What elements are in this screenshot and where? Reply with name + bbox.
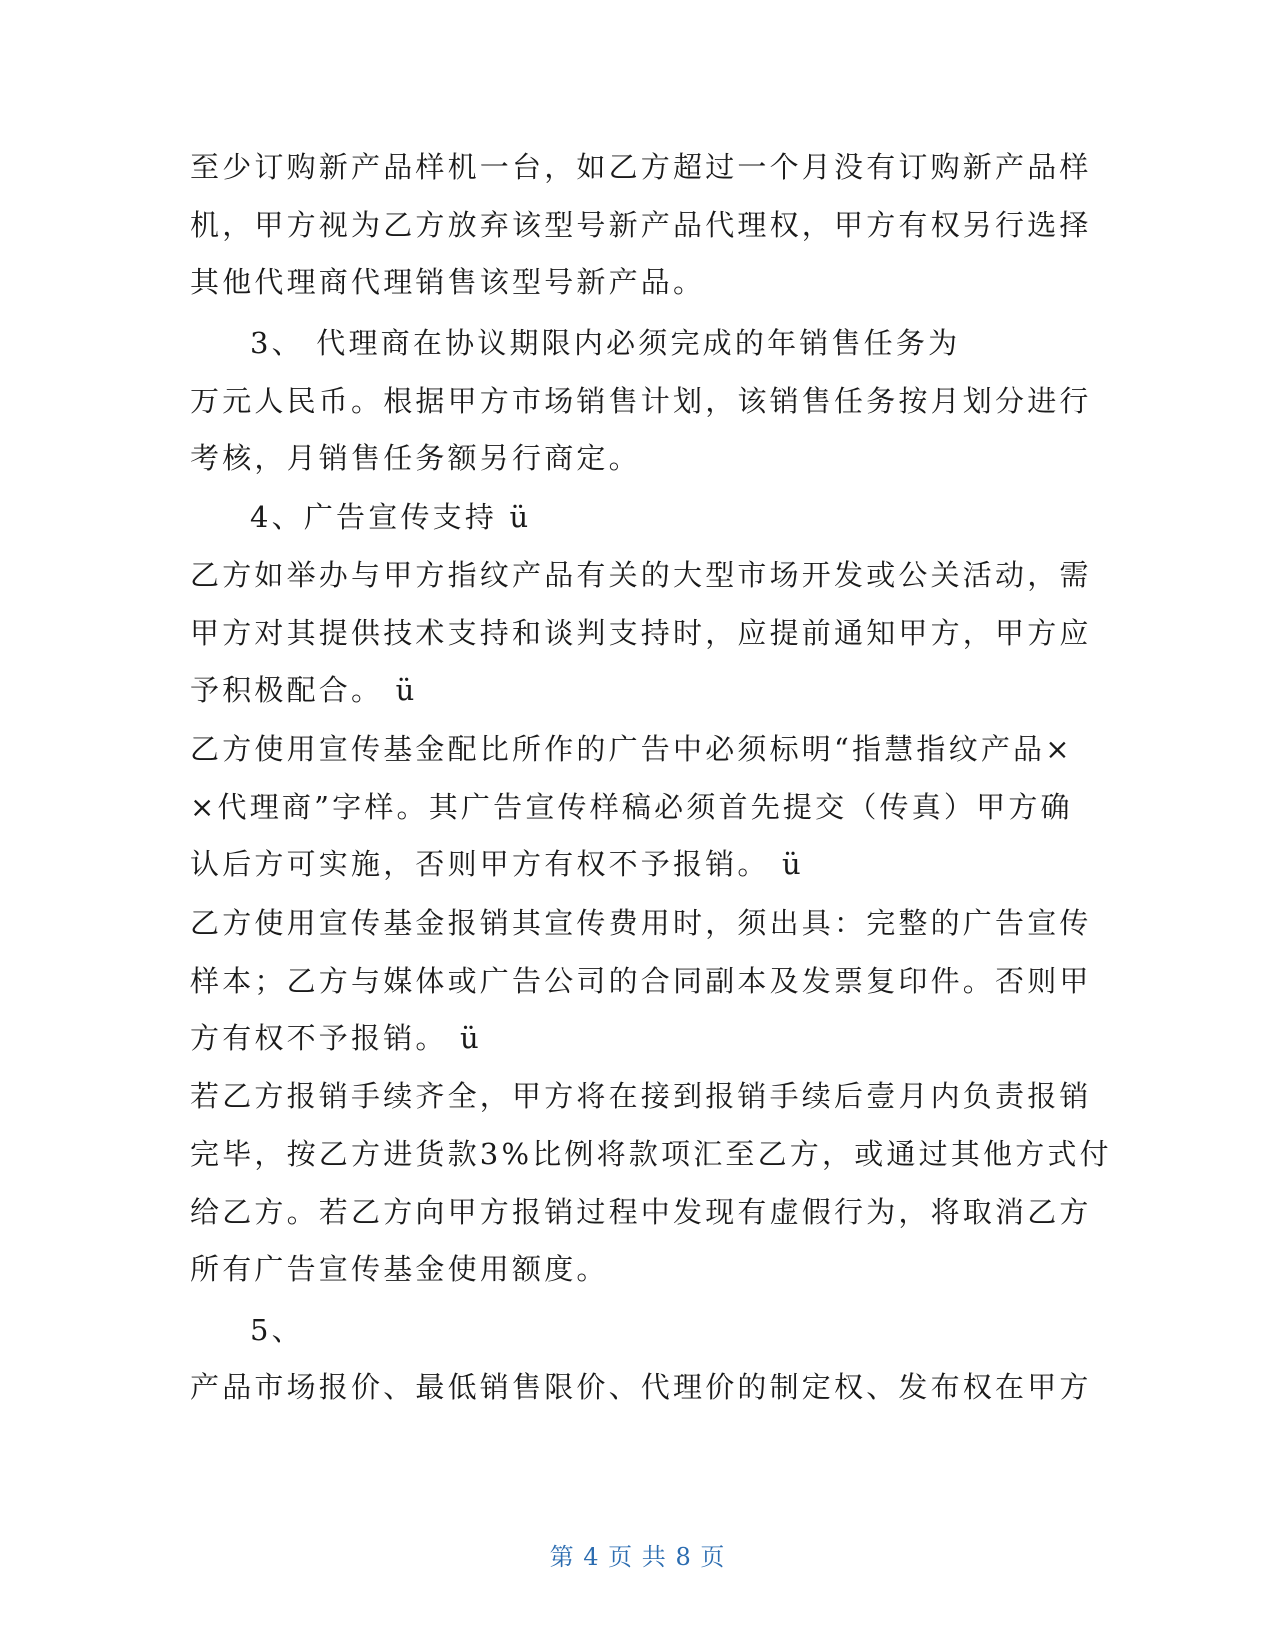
text-line: 乙方使用宣传基金报销其宣传费用时，须出具：完整的广告宣传: [190, 906, 1092, 940]
text-line: 方有权不予报销。 ü: [190, 1021, 482, 1055]
text-line: 其他代理商代理销售该型号新产品。: [190, 265, 706, 299]
text-line: 3、 代理商在协议期限内必须完成的年销售任务为: [250, 326, 961, 360]
text-line: 给乙方。若乙方向甲方报销过程中发现有虚假行为，将取消乙方: [190, 1195, 1092, 1229]
page-number-footer: 第 4 页 共 8 页: [549, 1543, 726, 1571]
text-line: 至少订购新产品样机一台，如乙方超过一个月没有订购新产品样: [190, 150, 1092, 184]
text-line: 乙方如举办与甲方指纹产品有关的大型市场开发或公关活动，需: [190, 558, 1092, 592]
text-line: 乙方使用宣传基金配比所作的广告中必须标明“指慧指纹产品×: [190, 732, 1073, 766]
text-line: 甲方对其提供技术支持和谈判支持时，应提前通知甲方，甲方应: [190, 616, 1092, 650]
text-line: 5、: [250, 1313, 304, 1347]
text-line: 万元人民币。根据甲方市场销售计划，该销售任务按月划分进行: [190, 384, 1092, 418]
text-line: 若乙方报销手续齐全，甲方将在接到报销手续后壹月内负责报销: [190, 1079, 1092, 1113]
text-line: 完毕，按乙方进货款3%比例将款项汇至乙方，或通过其他方式付: [190, 1137, 1112, 1171]
text-line: 考核，月销售任务额另行商定。: [190, 441, 641, 475]
text-line: 样本；乙方与媒体或广告公司的合同副本及发票复印件。否则甲: [190, 964, 1092, 998]
text-line: 认后方可实施，否则甲方有权不予报销。 ü: [190, 847, 804, 881]
text-line: 所有广告宣传基金使用额度。: [190, 1252, 609, 1286]
text-line: 机，甲方视为乙方放弃该型号新产品代理权，甲方有权另行选择: [190, 208, 1092, 242]
text-line: ×代理商”字样。其广告宣传样稿必须首先提交（传真）甲方确: [190, 790, 1073, 824]
text-line: 予积极配合。 ü: [190, 673, 418, 707]
text-line: 4、广告宣传支持 ü: [250, 500, 532, 534]
text-line: 产品市场报价、最低销售限价、代理价的制定权、发布权在甲方: [190, 1370, 1092, 1404]
